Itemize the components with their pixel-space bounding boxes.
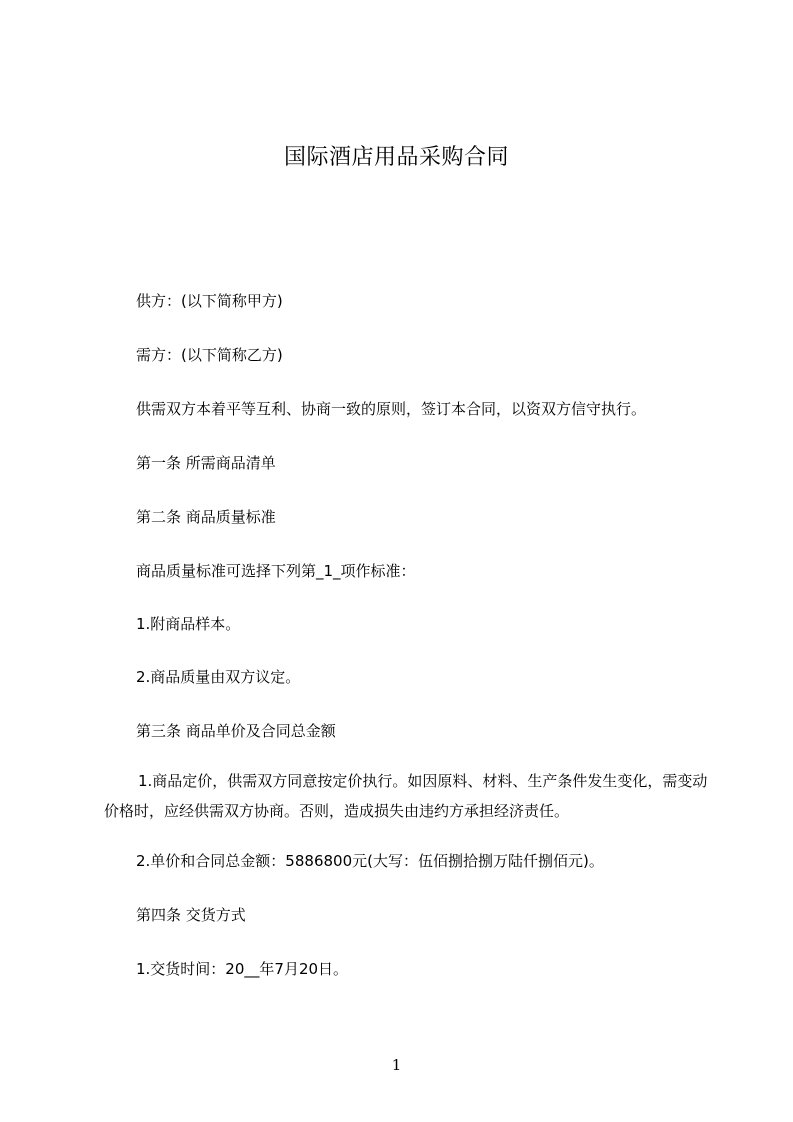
article-2-heading: 第二条 商品质量标准 — [136, 508, 276, 526]
document-title: 国际酒店用品采购合同 — [283, 145, 509, 170]
supplier-line: 供方：(以下简称甲方) — [136, 292, 283, 310]
quality-item-2: 2.商品质量由双方议定。 — [136, 668, 301, 686]
article-3-heading: 第三条 商品单价及合同总金额 — [136, 722, 336, 740]
delivery-time-paragraph: 1.交货时间：20__年7月20日。 — [136, 960, 349, 978]
preamble-paragraph: 供需双方本着平等互利、协商一致的原则，签订本合同，以资双方信守执行。 — [136, 400, 647, 418]
quality-item-1: 1.附商品样本。 — [136, 615, 241, 633]
quality-standard-paragraph: 商品质量标准可选择下列第_1_项作标准： — [136, 562, 416, 580]
total-amount-paragraph: 2.单价和合同总金额：5886800元(大写：伍佰捌拾捌万陆仟捌佰元)。 — [136, 852, 604, 870]
pricing-paragraph: 1.商品定价，供需双方同意按定价执行。如因原料、材料、生产条件发生变化，需变动价格时，应经供需双方协商。否则，造成损失由违约方承担经济责任。 — [104, 772, 708, 820]
page-number: 1 — [391, 1056, 402, 1074]
buyer-line: 需方：(以下简称乙方) — [136, 346, 283, 364]
article-1-heading: 第一条 所需商品清单 — [136, 454, 276, 472]
article-4-heading: 第四条 交货方式 — [136, 906, 246, 924]
